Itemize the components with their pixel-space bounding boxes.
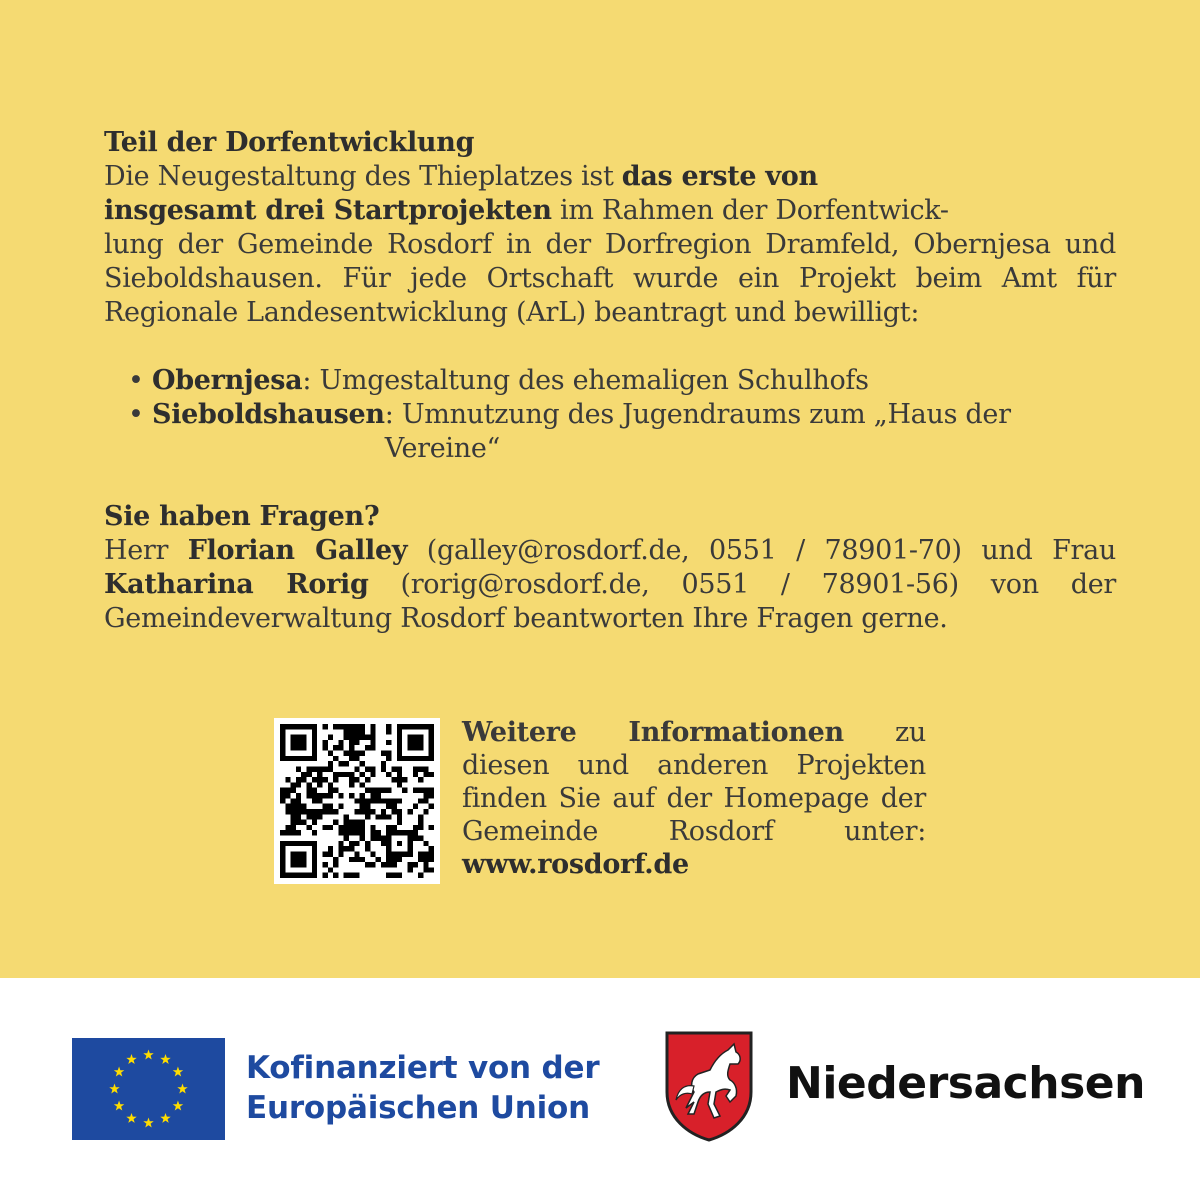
intro-text-b: im Rahmen der Dorfentwick- xyxy=(551,195,949,226)
list-item-term: • Obernjesa xyxy=(152,365,303,396)
intro-line-1 xyxy=(104,160,1116,194)
eu-star xyxy=(143,1118,153,1128)
eu-star xyxy=(109,1084,119,1094)
eu-flag-icon xyxy=(72,1038,225,1140)
list-item-text: : Umgestaltung des ehemaligen Schulhofs xyxy=(302,365,869,396)
eu-text-line-2: Europäischen Union xyxy=(246,1090,590,1126)
eu-star xyxy=(173,1067,183,1077)
intro-text-a: Die Neugestaltung des Thieplatzes ist xyxy=(104,161,622,192)
list-item xyxy=(128,398,1116,466)
eu-text-line-1: Kofinanziert von der xyxy=(246,1050,600,1086)
list-item-text: : Umnutzung des Jugendraums zum „Haus der Vereine“ xyxy=(384,399,1011,464)
more-info-block xyxy=(462,716,926,881)
contact-text-1: Herr xyxy=(104,535,188,566)
eu-star xyxy=(160,1113,170,1123)
eu-star xyxy=(160,1054,170,1064)
contact-section xyxy=(104,500,1116,636)
intro-bold-b: insgesamt drei Startprojekten xyxy=(104,195,552,226)
niedersachsen-horse-shield-icon xyxy=(664,1030,754,1142)
eu-star xyxy=(177,1084,187,1094)
section-heading-dorfentwicklung: Teil der Dorfentwicklung xyxy=(104,127,475,158)
list-item xyxy=(128,364,1116,398)
intro-text-c: lung der Gemeinde Rosdorf in der Dorfregion Dramfeld, Obernjesa und Sieboldshausen. Für jede Ortschaft wurde ein Projekt beim Amt für Regionale Landesentwicklung (ArL) beantragt und bewilligt: xyxy=(104,229,1116,328)
intro-paragraph xyxy=(104,160,1116,330)
contact-text-2: (galley@rosdorf.de, 0551 / 78901-70) und Frau xyxy=(407,535,1116,566)
eu-star xyxy=(114,1067,124,1077)
list-item-term: • Sieboldshausen xyxy=(152,399,385,430)
eu-star xyxy=(126,1113,136,1123)
contact-text-3: (rorig@rosdorf.de, 0551 / 78901-56) von der Gemeindeverwaltung Rosdorf beantworten Ihre Fragen gerne. xyxy=(104,569,1116,634)
intro-line-2 xyxy=(104,194,1116,228)
contact-paragraph xyxy=(104,534,1116,636)
footer xyxy=(0,978,1200,1200)
contact-name-galley: Florian Galley xyxy=(187,535,408,566)
project-list xyxy=(128,364,1116,466)
contact-heading: Sie haben Fragen? xyxy=(104,501,380,532)
niedersachsen-label: Niedersachsen xyxy=(786,1058,1145,1109)
qr-code-graphic xyxy=(280,724,434,878)
eu-funding-text xyxy=(246,1048,599,1128)
eu-star xyxy=(173,1101,183,1111)
main-content xyxy=(104,126,1116,636)
contact-name-rorig: Katharina Rorig xyxy=(104,569,369,600)
more-info-bold: Weitere Informationen xyxy=(462,717,844,748)
qr-code-icon[interactable] xyxy=(274,718,440,884)
eu-star xyxy=(143,1050,153,1060)
eu-star xyxy=(114,1101,124,1111)
intro-bold-a: das erste von xyxy=(621,161,818,192)
website-link[interactable]: www.rosdorf.de xyxy=(462,849,689,880)
eu-star xyxy=(126,1054,136,1064)
more-info-text: zu diesen und anderen Projekten finden Sie auf der Homepage der Gemeinde Rosdorf unter: xyxy=(462,717,927,847)
eu-stars-graphic xyxy=(72,1038,225,1140)
